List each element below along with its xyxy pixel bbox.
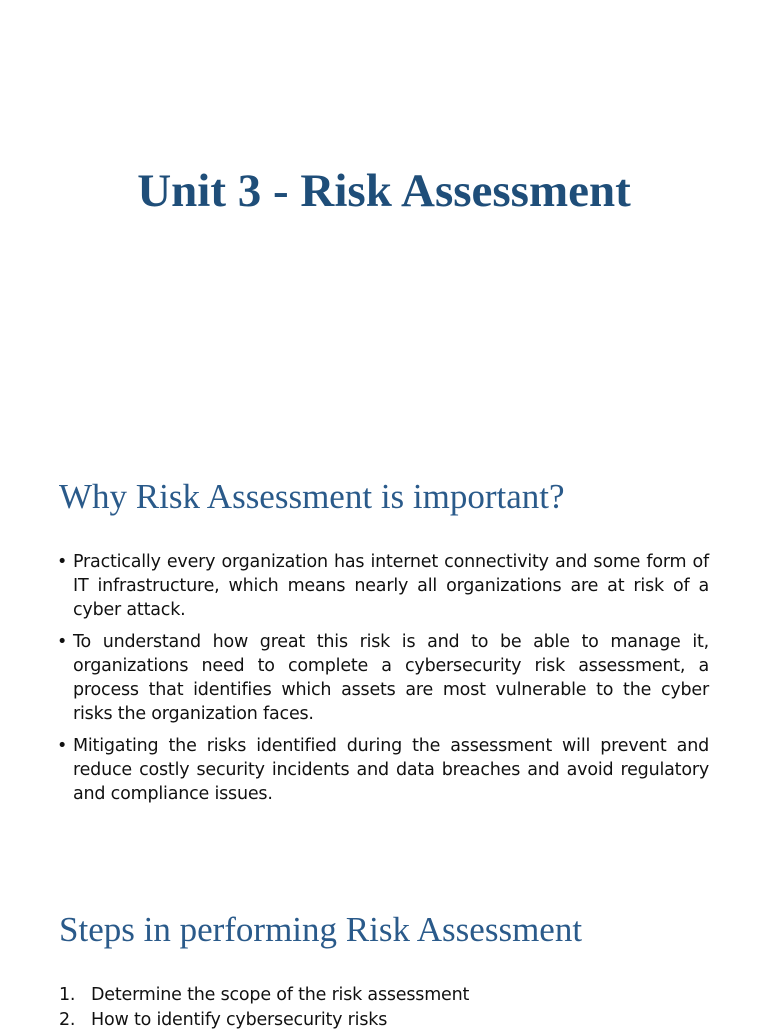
bullet-text: To understand how great this risk is and to be able to manage it, organizations need to complete a cybersecurity risk assessment, a process that identifies which assets are most vulnerable to the cyber risks the organization faces.	[73, 632, 709, 724]
list-item	[57, 550, 709, 622]
list-item	[57, 734, 709, 806]
section-heading-steps: Steps in performing Risk Assessment	[59, 910, 583, 949]
list-item	[59, 1008, 709, 1033]
bullet-list	[57, 550, 709, 814]
list-item	[57, 630, 709, 726]
bullet-text: Practically every organization has internet connectivity and some form of IT infrastructure, which means nearly all organizations are at risk of a cyber attack.	[73, 552, 709, 620]
steps-list	[59, 983, 709, 1033]
bullet-text: Mitigating the risks identified during the assessment will prevent and reduce costly security incidents and data breaches and avoid regulatory and compliance issues.	[73, 736, 709, 804]
list-item	[59, 983, 709, 1008]
step-number: 2.	[59, 1010, 76, 1030]
bullet-icon: •	[57, 736, 68, 756]
page-title: Unit 3 - Risk Assessment	[137, 165, 631, 217]
section-heading-why: Why Risk Assessment is important?	[59, 477, 565, 516]
bullet-icon: •	[57, 552, 68, 572]
step-text: Determine the scope of the risk assessment	[91, 985, 470, 1005]
step-text: How to identify cybersecurity risks	[91, 1010, 388, 1030]
bullet-icon: •	[57, 632, 68, 652]
step-number: 1.	[59, 985, 76, 1005]
